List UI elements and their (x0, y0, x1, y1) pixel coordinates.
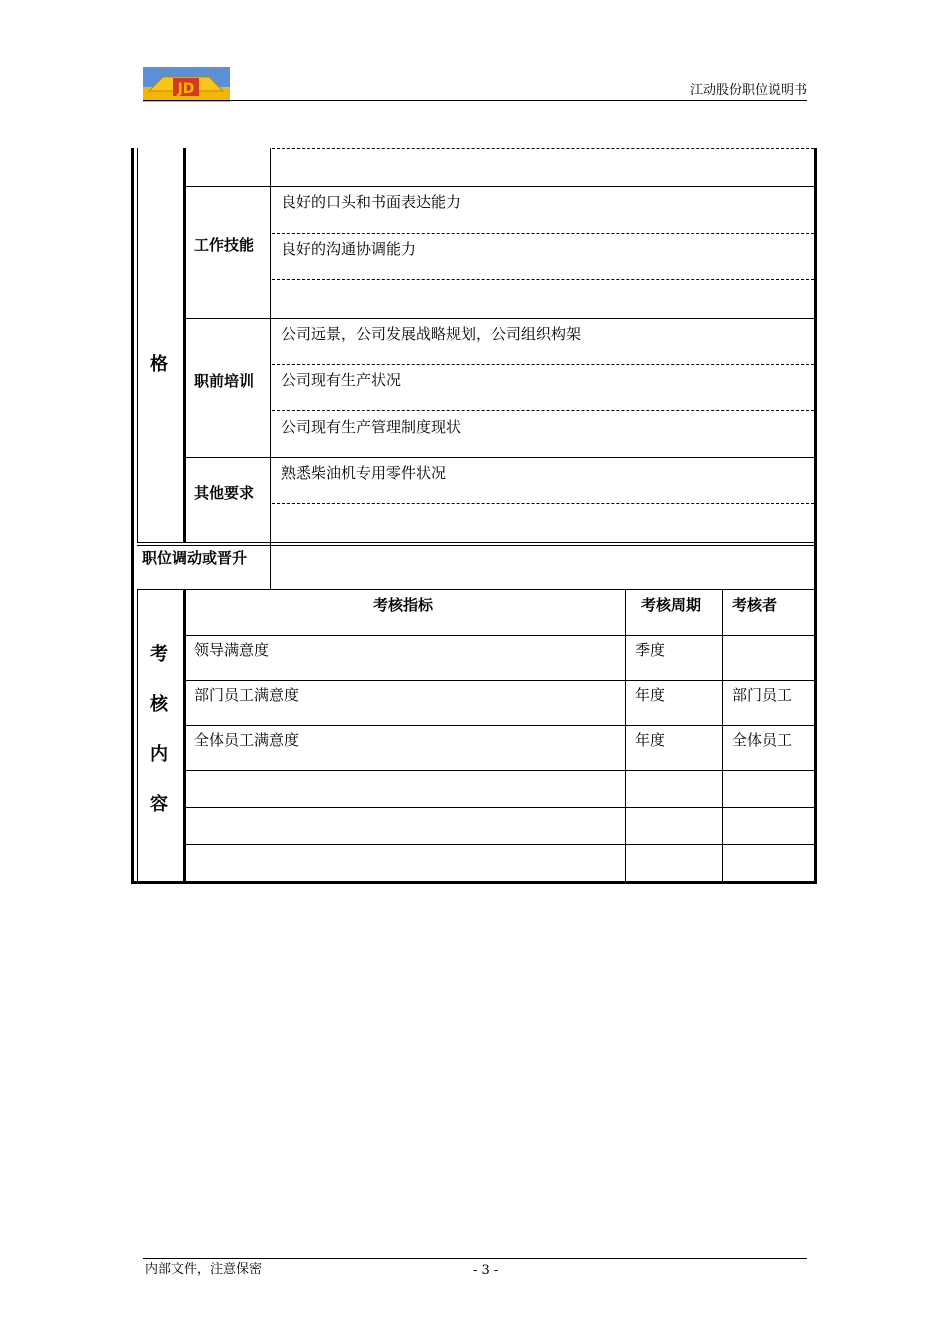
training-item: 公司远景，公司发展战略规划，公司组织构架 (281, 325, 582, 343)
assessor-cell: 全体员工 (732, 731, 793, 749)
page-number: - 3 - (473, 1263, 499, 1278)
assessment-section-char: 核 (150, 694, 168, 715)
document-title: 江动股份职位说明书 (689, 83, 807, 98)
indicator-cell: 全体员工满意度 (194, 731, 300, 749)
other-requirement-item: 熟悉柴油机专用零件状况 (281, 464, 447, 482)
header-rule (143, 100, 807, 101)
transfer-label: 职位调动或晋升 (142, 549, 248, 567)
period-cell: 季度 (635, 641, 666, 659)
skills-label: 工作技能 (194, 236, 255, 254)
period-cell: 年度 (635, 731, 666, 749)
qualification-section-label: 格 (150, 354, 168, 375)
assessment-section-char: 容 (150, 794, 168, 815)
indicator-cell: 部门员工满意度 (194, 686, 300, 704)
footer-rule (143, 1258, 807, 1259)
column-header-indicator: 考核指标 (373, 596, 434, 614)
training-item: 公司现有生产管理制度现状 (281, 418, 462, 436)
skills-item: 良好的口头和书面表达能力 (281, 193, 462, 211)
assessment-section-char: 考 (150, 644, 168, 665)
skills-item: 良好的沟通协调能力 (281, 240, 417, 258)
column-header-assessor: 考核者 (732, 596, 778, 614)
logo-lettering: JD (177, 81, 195, 97)
training-item: 公司现有生产状况 (281, 371, 402, 389)
column-header-period: 考核周期 (641, 596, 702, 614)
period-cell: 年度 (635, 686, 666, 704)
assessor-cell: 部门员工 (732, 686, 793, 704)
assessment-section-char: 内 (150, 744, 168, 765)
company-logo (143, 67, 230, 102)
indicator-cell: 领导满意度 (194, 641, 270, 659)
training-label: 职前培训 (194, 372, 255, 390)
other-requirements-label: 其他要求 (194, 484, 255, 502)
confidential-note: 内部文件，注意保密 (145, 1262, 263, 1277)
